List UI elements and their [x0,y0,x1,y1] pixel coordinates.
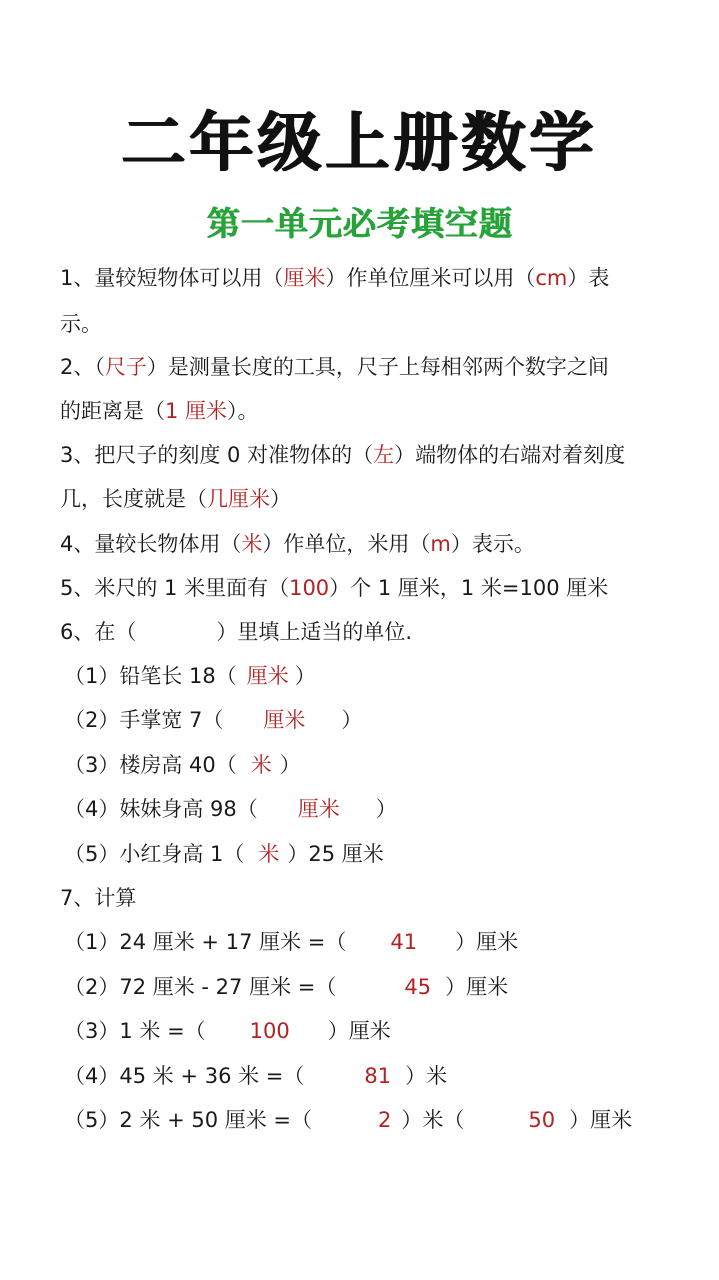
q6-item-text-a: （4）妹妹身高 98（ [64,797,258,821]
q6-item-text-b: ） [279,753,301,777]
q7-item-5 [64,1106,632,1134]
q6-item-2 [64,706,362,734]
q4-text-b: ）作单位，米用（ [262,532,431,556]
q7-item-2 [64,973,508,1001]
q7-item-text-b: ）米（ [401,1108,465,1132]
q1-text-a: 1、量较短物体可以用（ [60,266,284,290]
q6-item-text-a: （1）铅笔长 18（ [64,664,237,688]
question-1-line-2: 示。 [60,312,102,336]
q6-item-text-b: ） [375,797,397,821]
question-7-head: 7、计算 [60,886,137,910]
q3-answer-2: 几厘米 [207,487,270,511]
q3-text-b: ）端物体的右端对着刻度 [394,443,626,467]
q7-item-4 [64,1062,447,1090]
q7-item-answer: 100 [249,1019,290,1043]
q6-item-text-b: ）25 厘米 [287,842,384,866]
q6-item-answer: 米 [250,753,272,777]
q7-item-text-a: （3）1 米 =（ [64,1019,206,1043]
q1-text-c: ）表 [567,266,610,290]
q3-text-d: ） [270,487,291,511]
page-title: 二年级上册数学 [121,107,598,181]
q6-item-4 [64,795,397,823]
q7-item-text-b: ）厘米 [455,930,519,954]
page-subtitle: 第一单元必考填空题 [206,204,513,243]
q4-text-c: ）表示。 [450,532,535,556]
q5-text-b: ）个 1 厘米，1 米=100 厘米 [329,576,609,600]
q4-answer-2: m [430,532,451,556]
q7-item-text-a: （5）2 米 + 50 厘米 =（ [64,1108,313,1132]
q7-item-answer: 45 [404,975,432,999]
q2-text-d: ）。 [227,399,259,423]
q4-text-a: 4、量较长物体用（ [60,532,242,556]
q2-text-a: 2、（ [60,355,105,379]
question-2-line-1 [60,353,609,381]
q6-item-answer: 厘米 [297,797,340,821]
q6-item-text-a: （3）楼房高 40（ [64,753,237,777]
q6-head-b: ）里填上适当的单位. [216,620,413,644]
q6-item-answer: 厘米 [263,708,306,732]
q7-item-text-b: ）厘米 [445,975,509,999]
question-5 [60,574,608,602]
q1-answer-2: cm [535,266,568,290]
q6-item-text-a: （5）小红身高 1（ [64,842,245,866]
q5-answer-1: 100 [289,576,330,600]
q7-item-answer: 41 [390,930,418,954]
q7-item-text-b: ）厘米 [327,1019,391,1043]
q3-answer-1: 左 [373,443,395,467]
question-3-line-1 [60,441,625,469]
q7-item-1 [64,928,518,956]
q6-item-answer: 厘米 [246,664,289,688]
q7-item-text-b: ）米 [405,1064,448,1088]
q6-item-text-a: （2）手掌宽 7（ [64,708,224,732]
question-1-line-1 [60,264,609,292]
q6-item-1 [64,662,316,690]
q7-item-3 [64,1017,391,1045]
q6-item-5 [64,840,384,868]
question-4 [60,530,535,558]
q2-text-c: 的距离是（ [60,399,165,423]
question-6-head [60,618,412,646]
q7-item-text-c: ）厘米 [569,1108,633,1132]
q4-answer-1: 米 [241,532,263,556]
q7-item-answer-2: 50 [528,1108,556,1132]
q1-answer-1: 厘米 [283,266,326,290]
q2-text-b: ）是测量长度的工具，尺子上每相邻两个数字之间 [146,355,609,379]
q3-text-c: 几，长度就是（ [60,487,207,511]
q7-item-answer: 2 [378,1108,392,1132]
q7-item-answer: 81 [364,1064,392,1088]
q2-answer-2: 1 厘米 [165,399,228,423]
q7-item-text-a: （4）45 米 + 36 米 =（ [64,1064,305,1088]
q6-item-answer: 米 [258,842,280,866]
q6-item-3 [64,751,301,779]
q7-item-text-a: （2）72 厘米 - 27 厘米 =（ [64,975,337,999]
q5-text-a: 5、米尺的 1 米里面有（ [60,576,290,600]
q6-head-a: 6、在（ [60,620,137,644]
q6-item-text-b: ） [341,708,363,732]
question-2-line-2 [60,397,259,425]
q2-answer-1: 尺子 [104,355,147,379]
q6-item-text-b: ） [294,664,316,688]
q3-text-a: 3、把尺子的刻度 0 对准物体的（ [60,443,374,467]
question-3-line-2 [60,485,291,513]
q7-item-text-a: （1）24 厘米 + 17 厘米 =（ [64,930,347,954]
q1-text-b: ）作单位厘米可以用（ [325,266,536,290]
